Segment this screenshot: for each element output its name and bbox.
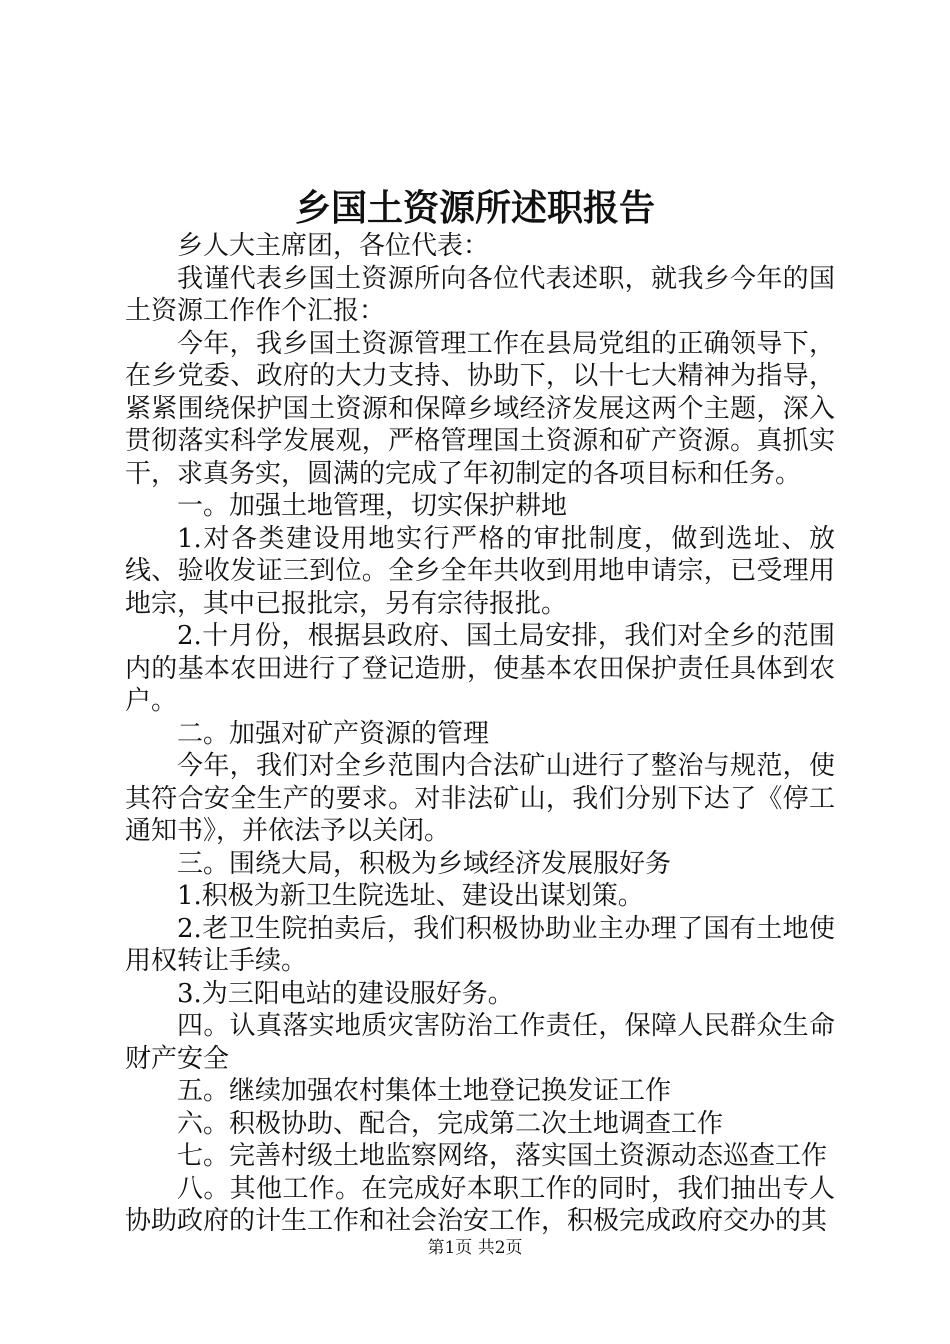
section-3-item-1: 1.积极为新卫生院选址、建设出谋划策。 — [177, 881, 644, 911]
section-3-item-2: 2.老卫生院拍卖后，我们积极协助业主办理了国有土地使用权转让手续。 — [125, 913, 835, 976]
section-1-item-1: 1.对各类建设用地实行严格的审批制度，做到选址、放线、验收发证三到位。全乡全年共收到用地申请宗，已受理用地宗，其中已报批宗，另有宗待报批。 — [125, 523, 835, 619]
section-1-item-2: 2.十月份，根据县政府、国土局安排，我们对全乡的范围内的基本农田进行了登记造册，使基本农田保护责任具体到农户。 — [125, 621, 835, 716]
page-footer: 第1页 共2页 — [427, 1238, 523, 1258]
section-heading-7: 七。完善村级土地监察网络，落实国土资源动态巡查工作 — [177, 1141, 828, 1171]
overview-paragraph: 今年，我乡国土资源管理工作在县局党组的正确领导下，在乡党委、政府的大力支持、协助下，以十七大精神为指导，紧紧围绕保护国土资源和保障乡域经济发展这两个主题，深入贯彻落实科学发展观，严格管理国土资源和矿产资源。真抓实干，求真务实，圆满的完成了年初制定的各项目标和任务。 — [125, 328, 835, 489]
intro-paragraph: 我谨代表乡国土资源所向各位代表述职，就我乡今年的国土资源工作作个汇报： — [125, 263, 835, 326]
section-3-item-3: 3.为三阳电站的建设服好务。 — [177, 978, 514, 1009]
document-body — [125, 230, 835, 1238]
section-2-paragraph: 今年，我们对全乡范围内合法矿山进行了整治与规范，使其符合安全生产的要求。对非法矿山，我们分别下达了《停工通知书》，并依法予以关闭。 — [125, 751, 835, 846]
section-heading-3: 三。围绕大局，积极为乡域经济发展服好务 — [177, 848, 672, 879]
section-heading-2: 二。加强对矿产资源的管理 — [177, 718, 490, 749]
document-title: 乡国土资源所述职报告 — [294, 187, 655, 229]
section-heading-6: 六。积极协助、配合，完成第二次土地调查工作 — [177, 1108, 724, 1139]
section-heading-4: 四。认真落实地质灾害防治工作责任，保障人民群众生命财产安全 — [125, 1011, 835, 1074]
salutation: 乡人大主席团，各位代表： — [177, 231, 490, 261]
section-heading-1: 一。加强土地管理，切实保护耕地 — [177, 491, 568, 521]
section-heading-5: 五。继续加强农村集体土地登记换发证工作 — [177, 1076, 672, 1106]
section-heading-8: 八。其他工作。在完成好本职工作的同时，我们抽出专人协助政府的计生工作和社会治安工作，积极完成政府交办的其 — [125, 1173, 835, 1236]
